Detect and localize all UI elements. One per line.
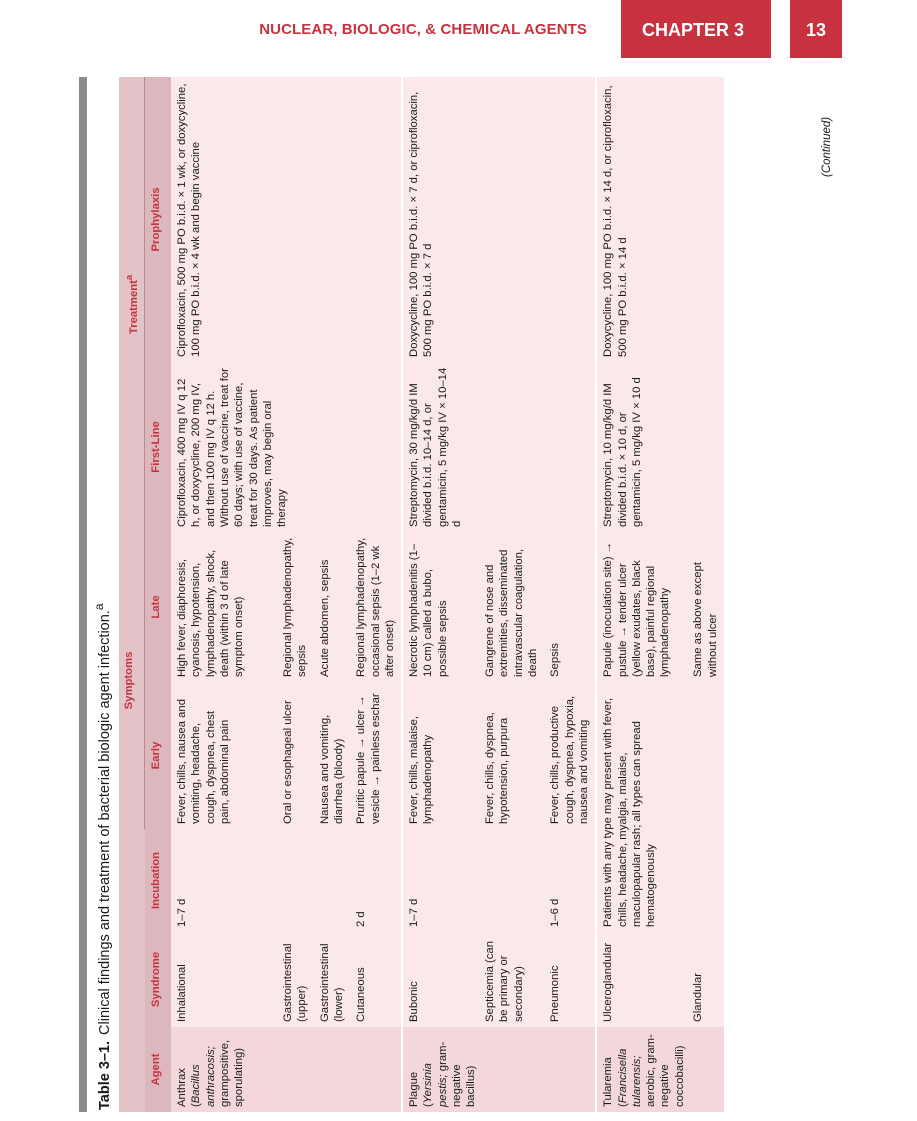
agent-tularemia: [596, 1027, 724, 1112]
late-cell: Same as above except without ulcer: [687, 532, 724, 682]
incubation-cell: 1–6 d: [544, 829, 596, 932]
agent-species: Yersinia pestis;: [422, 1063, 449, 1107]
page-number: 13: [805, 20, 827, 40]
early-cell: Fever, chills, productive cough, dyspnea, hypoxia, nausea and vomiting: [544, 682, 596, 829]
prophylaxis-cell: Doxycycline, 100 mg PO b.i.d. × 14 d, or ciprofloxacin, 500 mg PO b.i.d. × 14 d: [596, 77, 724, 362]
syndrome-cell: Gastrointestinal (lower): [314, 932, 351, 1027]
incubation-cell: [277, 829, 314, 932]
table-row: [596, 77, 687, 1112]
col-early: Early: [145, 682, 172, 829]
agent-name: Anthrax (: [176, 1068, 203, 1107]
table-row: [402, 77, 479, 1112]
late-cell: Acute abdomen, sepsis: [314, 532, 351, 682]
syndrome-cell: Septicemia (can be primary or secondary): [479, 932, 544, 1027]
late-cell: Regional lymphadenopathy, sepsis: [277, 532, 314, 682]
symptoms-group-header: Symptoms: [119, 532, 145, 829]
syndrome-cell: Gastrointestinal (upper): [277, 932, 314, 1027]
late-cell: Necrotic lymphadenitis (1–10 cm) called a bubo, possible sepsis: [402, 532, 479, 682]
early-cell: Nausea and vomiting, diarrhea (bloody): [314, 682, 351, 829]
col-syndrome: Syndrome: [145, 932, 172, 1027]
late-cell: Gangrene of nose and extremities, disseminated intravascular coagulation, death: [479, 532, 544, 682]
incubation-cell: 2 d: [350, 829, 402, 932]
late-cell: Sepsis: [544, 532, 596, 682]
table-title-footnote: a: [92, 603, 106, 611]
incubation-cell: 1–7 d: [402, 829, 479, 932]
incubation-cell: [314, 829, 351, 932]
agent-anthrax: [171, 1027, 402, 1112]
table-caption: [92, 603, 113, 1110]
agent-desc: grampositive, sporulating): [218, 1039, 246, 1107]
syndrome-cell: Pneumonic: [544, 932, 596, 1027]
tularemia-common-cell: Patients with any type may present with fever, chills, headache, myalgia, malaise, maculopapular rash; all types can spread hematogenously: [596, 682, 724, 932]
early-cell: Oral or esophageal ulcer: [277, 682, 314, 829]
agent-name: Tularemia (: [602, 1057, 629, 1107]
clinical-findings-table: [119, 77, 724, 1112]
early-cell: Pruritic papule → ulcer → vesicle → painless eschar: [350, 682, 402, 829]
incubation-cell: [479, 829, 544, 932]
continued-note: (Continued): [821, 116, 833, 177]
agent-desc: gram-negative bacillus): [436, 1041, 478, 1107]
section-title: NUCLEAR, BIOLOGIC, & CHEMICAL AGENTS: [259, 21, 587, 38]
col-prophylaxis: Prophylaxis: [145, 77, 172, 362]
early-cell: Fever, chills, dyspnea, hypotension, purpura: [479, 682, 544, 829]
treatment-group-label: Treatment: [127, 280, 140, 335]
late-cell: High fever, diaphoresis, cyanosis, hypotension, lymphadenopathy, shock, death (within 3 d of late symptom onset): [171, 532, 277, 682]
agent-name: Plague (: [408, 1071, 435, 1107]
agent-species: Bacillus anthracosis;: [190, 1046, 217, 1107]
first-line-cell: Streptomycin, 30 mg/kg/d IM divided b.i.d. 10–14 d, or gentamicin, 5 mg/kg IV × 10–14 d: [402, 362, 596, 532]
syndrome-cell: Bubonic: [402, 932, 479, 1027]
late-cell: Papule (inoculation site) → pustule → tender ulcer (yellow exudates, black base), painful regional lymphadenopathy: [596, 532, 687, 682]
early-cell: Fever, chills, nausea and vomiting, headache, cough, dyspnea, chest pain, abdominal pain: [171, 682, 277, 829]
col-first-line: First-Line: [145, 362, 172, 532]
col-agent: Agent: [145, 1027, 172, 1112]
agent-species: Francisella tularensis;: [616, 1048, 643, 1107]
table-row: [171, 77, 277, 1112]
early-cell: Fever, chills, malaise, lymphadenopathy: [402, 682, 479, 829]
incubation-cell: 1–7 d: [171, 829, 277, 932]
col-incubation: Incubation: [145, 829, 172, 932]
treatment-footnote: a: [123, 274, 134, 281]
table-title: Clinical findings and treatment of bacterial biologic agent infection.: [96, 610, 113, 1035]
rotated-table-page: [79, 77, 843, 1112]
agent-plague: [402, 1027, 596, 1112]
late-cell: Regional lymphadenopathy, occasional sepsis (1–2 wk after onset): [350, 532, 402, 682]
syndrome-cell: Cutaneous: [350, 932, 402, 1027]
first-line-cell: Streptomycin, 10 mg/kg/d IM divided b.i.d. × 10 d, or gentamicin, 5 mg/kg IV × 10 d: [596, 362, 724, 532]
prophylaxis-cell: Doxycycline, 100 mg PO b.i.d. × 7 d, or ciprofloxacin, 500 mg PO b.i.d. × 7 d: [402, 77, 596, 362]
title-rule: [79, 77, 87, 1112]
syndrome-cell: Inhalational: [171, 932, 277, 1027]
treatment-group-header: [119, 77, 145, 532]
table-label: Table 3–1.: [96, 1040, 113, 1110]
prophylaxis-cell: Ciprofloxacin, 500 mg PO b.i.d. × 1 wk, or doxycycline, 100 mg PO b.i.d. × 4 wk and begin vaccine: [171, 77, 402, 362]
first-line-cell: Ciprofloxacin, 400 mg IV q 12 h, or doxycycline, 200 mg IV, and then 100 mg IV q 12 h. Without use of vaccine, treat for 60 days; with use of vaccine, treat for 30 days. As patient improves, may begin oral therapy: [171, 362, 402, 532]
header-spacer: [119, 829, 145, 1112]
syndrome-cell: Ulceroglandular: [596, 932, 687, 1027]
agent-desc: aerobic, gram-negative coccobacilli): [645, 1034, 686, 1107]
col-late: Late: [145, 532, 172, 682]
table-content: [79, 77, 843, 1112]
syndrome-cell: Glandular: [687, 932, 724, 1027]
chapter-label: CHAPTER 3: [621, 0, 771, 58]
